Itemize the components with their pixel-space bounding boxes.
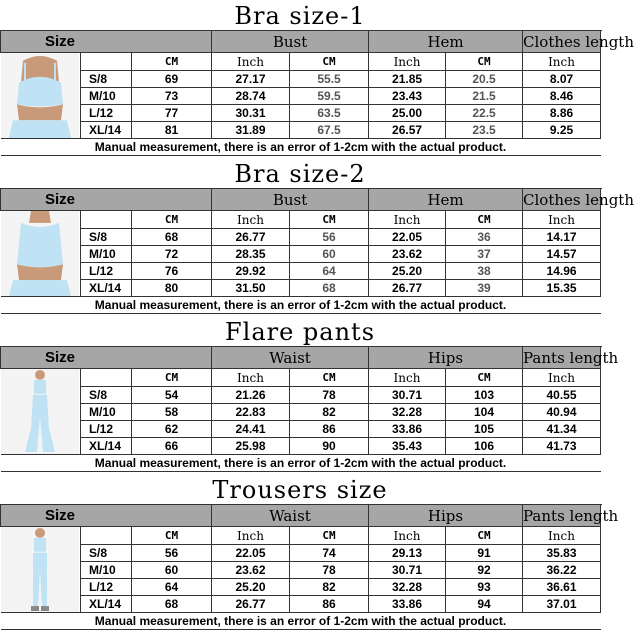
measure-column-header: Pants length xyxy=(523,348,619,367)
unit-cm: CM xyxy=(446,53,523,71)
table-cell: 22.5 xyxy=(446,105,523,122)
table-cell: 62 xyxy=(132,421,212,438)
product-image xyxy=(1,211,81,297)
unit-cm: CM xyxy=(290,527,369,545)
table-row xyxy=(1,280,601,297)
table-row xyxy=(1,88,601,105)
unit-inch: Inch xyxy=(212,369,290,387)
table-cell: 74 xyxy=(290,545,369,562)
size-header: Size xyxy=(1,347,212,369)
table-cell: 40.94 xyxy=(523,404,601,421)
table-cell: 25.20 xyxy=(212,579,290,596)
size-label: XL/14 xyxy=(81,280,132,297)
table-row xyxy=(1,105,601,122)
table-cell: 76 xyxy=(132,263,212,280)
table-row xyxy=(1,421,601,438)
section-title: Flare pants xyxy=(224,318,376,346)
unit-cm: CM xyxy=(446,369,523,387)
table-cell: 8.07 xyxy=(523,71,601,88)
unit-cm: CM xyxy=(132,527,212,545)
table-cell: 25.98 xyxy=(212,438,290,455)
unit-inch: Inch xyxy=(523,527,601,545)
table-cell: 26.77 xyxy=(212,596,290,613)
table-cell: 105 xyxy=(446,421,523,438)
measure-column-header: Waist xyxy=(212,505,369,527)
table-cell: 28.74 xyxy=(212,88,290,105)
table-cell: 36 xyxy=(446,229,523,246)
unit-cm: CM xyxy=(290,211,369,229)
table-cell: 60 xyxy=(290,246,369,263)
table-cell: 33.86 xyxy=(369,421,446,438)
table-cell: 26.77 xyxy=(369,280,446,297)
table-cell: 66 xyxy=(132,438,212,455)
table-cell: 23.5 xyxy=(446,122,523,139)
table-cell: 54 xyxy=(132,387,212,404)
table-cell: 30.71 xyxy=(369,562,446,579)
measure-column-header: Hem xyxy=(369,189,523,211)
unit-inch: Inch xyxy=(523,53,601,71)
size-label: S/8 xyxy=(81,71,132,88)
unit-cm: CM xyxy=(290,369,369,387)
unit-cm: CM xyxy=(132,369,212,387)
table-cell: 14.96 xyxy=(523,263,601,280)
measurement-note: Manual measurement, there is an error of 1-2cm with the actual product. xyxy=(1,139,601,156)
unit-cm: CM xyxy=(446,527,523,545)
table-cell: 23.43 xyxy=(369,88,446,105)
table-cell: 80 xyxy=(132,280,212,297)
product-image xyxy=(1,527,81,613)
table-cell: 86 xyxy=(290,596,369,613)
table-cell: 39 xyxy=(446,280,523,297)
table-row xyxy=(1,387,601,404)
section-title: Bra size-1 xyxy=(234,2,366,30)
table-cell: 33.86 xyxy=(369,596,446,613)
table-row xyxy=(1,71,601,88)
table-row xyxy=(1,579,601,596)
table-cell: 26.77 xyxy=(212,229,290,246)
size-table xyxy=(0,188,634,314)
table-cell: 8.46 xyxy=(523,88,601,105)
unit-inch: Inch xyxy=(523,211,601,229)
table-cell: 56 xyxy=(132,545,212,562)
table-cell: 29.92 xyxy=(212,263,290,280)
table-cell: 31.89 xyxy=(212,122,290,139)
table-cell: 30.31 xyxy=(212,105,290,122)
size-header: Size xyxy=(1,505,212,527)
measure-column-header: Bust xyxy=(212,189,369,211)
unit-inch: Inch xyxy=(212,527,290,545)
size-table xyxy=(0,504,619,630)
unit-inch: Inch xyxy=(523,369,601,387)
unit-cm: CM xyxy=(132,211,212,229)
table-cell: 36.61 xyxy=(523,579,601,596)
table-cell: 32.28 xyxy=(369,579,446,596)
size-table xyxy=(0,346,619,472)
table-cell: 21.85 xyxy=(369,71,446,88)
table-cell: 59.5 xyxy=(290,88,369,105)
table-cell: 30.71 xyxy=(369,387,446,404)
table-cell: 56 xyxy=(290,229,369,246)
unit-cm: CM xyxy=(446,211,523,229)
table-cell: 91 xyxy=(446,545,523,562)
table-cell: 22.05 xyxy=(212,545,290,562)
unit-inch: Inch xyxy=(369,53,446,71)
table-row xyxy=(1,263,601,280)
table-cell: 104 xyxy=(446,404,523,421)
measure-column-header: Clothes length xyxy=(523,190,634,209)
table-cell: 73 xyxy=(132,88,212,105)
size-label: XL/14 xyxy=(81,122,132,139)
table-cell: 32.28 xyxy=(369,404,446,421)
measure-column-header: Pants length xyxy=(523,506,619,525)
unit-inch: Inch xyxy=(369,527,446,545)
size-label: M/10 xyxy=(81,404,132,421)
table-cell: 63.5 xyxy=(290,105,369,122)
table-cell: 93 xyxy=(446,579,523,596)
table-cell: 78 xyxy=(290,562,369,579)
measurement-note: Manual measurement, there is an error of 1-2cm with the actual product. xyxy=(1,297,601,314)
section-title: Trousers size xyxy=(212,476,388,504)
table-cell: 60 xyxy=(132,562,212,579)
table-cell: 8.86 xyxy=(523,105,601,122)
table-cell: 103 xyxy=(446,387,523,404)
table-cell: 58 xyxy=(132,404,212,421)
table-cell: 27.17 xyxy=(212,71,290,88)
table-cell: 24.41 xyxy=(212,421,290,438)
size-label: L/12 xyxy=(81,421,132,438)
table-cell: 68 xyxy=(132,229,212,246)
size-label: L/12 xyxy=(81,263,132,280)
table-cell: 68 xyxy=(290,280,369,297)
unit-cm: CM xyxy=(132,53,212,71)
size-label: L/12 xyxy=(81,579,132,596)
measurement-note: Manual measurement, there is an error of 1-2cm with the actual product. xyxy=(1,613,601,630)
table-cell: 64 xyxy=(290,263,369,280)
unit-cm: CM xyxy=(290,53,369,71)
table-cell: 40.55 xyxy=(523,387,601,404)
table-cell: 81 xyxy=(132,122,212,139)
table-row xyxy=(1,246,601,263)
table-cell: 94 xyxy=(446,596,523,613)
size-table xyxy=(0,30,634,156)
table-cell: 14.57 xyxy=(523,246,601,263)
unit-inch: Inch xyxy=(369,211,446,229)
table-row xyxy=(1,122,601,139)
table-cell: 68 xyxy=(132,596,212,613)
table-cell: 37 xyxy=(446,246,523,263)
table-row xyxy=(1,438,601,455)
table-cell: 35.43 xyxy=(369,438,446,455)
table-cell: 25.00 xyxy=(369,105,446,122)
table-cell: 22.05 xyxy=(369,229,446,246)
table-cell: 35.83 xyxy=(523,545,601,562)
table-cell: 26.57 xyxy=(369,122,446,139)
table-cell: 37.01 xyxy=(523,596,601,613)
table-cell: 72 xyxy=(132,246,212,263)
table-cell: 82 xyxy=(290,404,369,421)
table-cell: 28.35 xyxy=(212,246,290,263)
table-cell: 77 xyxy=(132,105,212,122)
table-cell: 38 xyxy=(446,263,523,280)
table-row xyxy=(1,404,601,421)
table-cell: 31.50 xyxy=(212,280,290,297)
table-row xyxy=(1,596,601,613)
table-cell: 90 xyxy=(290,438,369,455)
table-cell: 106 xyxy=(446,438,523,455)
size-label: XL/14 xyxy=(81,596,132,613)
table-cell: 41.34 xyxy=(523,421,601,438)
size-header: Size xyxy=(1,189,212,211)
section-title: Bra size-2 xyxy=(234,160,366,188)
measure-column-header: Waist xyxy=(212,347,369,369)
table-cell: 14.17 xyxy=(523,229,601,246)
measure-column-header: Hips xyxy=(369,347,523,369)
table-cell: 21.26 xyxy=(212,387,290,404)
table-cell: 41.73 xyxy=(523,438,601,455)
measure-column-header: Hem xyxy=(369,31,523,53)
table-cell: 29.13 xyxy=(369,545,446,562)
table-cell: 86 xyxy=(290,421,369,438)
size-label: M/10 xyxy=(81,88,132,105)
product-image xyxy=(1,369,81,455)
size-header: Size xyxy=(1,31,212,53)
table-cell: 23.62 xyxy=(369,246,446,263)
table-cell: 25.20 xyxy=(369,263,446,280)
measurement-note: Manual measurement, there is an error of 1-2cm with the actual product. xyxy=(1,455,601,472)
table-cell: 9.25 xyxy=(523,122,601,139)
table-cell: 69 xyxy=(132,71,212,88)
unit-inch: Inch xyxy=(212,211,290,229)
table-cell: 82 xyxy=(290,579,369,596)
table-cell: 92 xyxy=(446,562,523,579)
table-row xyxy=(1,545,601,562)
product-image xyxy=(1,53,81,139)
table-cell: 64 xyxy=(132,579,212,596)
unit-inch: Inch xyxy=(369,369,446,387)
table-cell: 78 xyxy=(290,387,369,404)
size-label: M/10 xyxy=(81,562,132,579)
table-row xyxy=(1,229,601,246)
table-cell: 55.5 xyxy=(290,71,369,88)
measure-column-header: Clothes length xyxy=(523,32,634,51)
measure-column-header: Bust xyxy=(212,31,369,53)
unit-inch: Inch xyxy=(212,53,290,71)
size-label: S/8 xyxy=(81,229,132,246)
size-label: S/8 xyxy=(81,545,132,562)
size-label: XL/14 xyxy=(81,438,132,455)
table-cell: 22.83 xyxy=(212,404,290,421)
size-label: S/8 xyxy=(81,387,132,404)
size-label: M/10 xyxy=(81,246,132,263)
table-row xyxy=(1,562,601,579)
table-cell: 36.22 xyxy=(523,562,601,579)
table-cell: 21.5 xyxy=(446,88,523,105)
size-label: L/12 xyxy=(81,105,132,122)
table-cell: 67.5 xyxy=(290,122,369,139)
table-cell: 23.62 xyxy=(212,562,290,579)
table-cell: 15.35 xyxy=(523,280,601,297)
measure-column-header: Hips xyxy=(369,505,523,527)
table-cell: 20.5 xyxy=(446,71,523,88)
